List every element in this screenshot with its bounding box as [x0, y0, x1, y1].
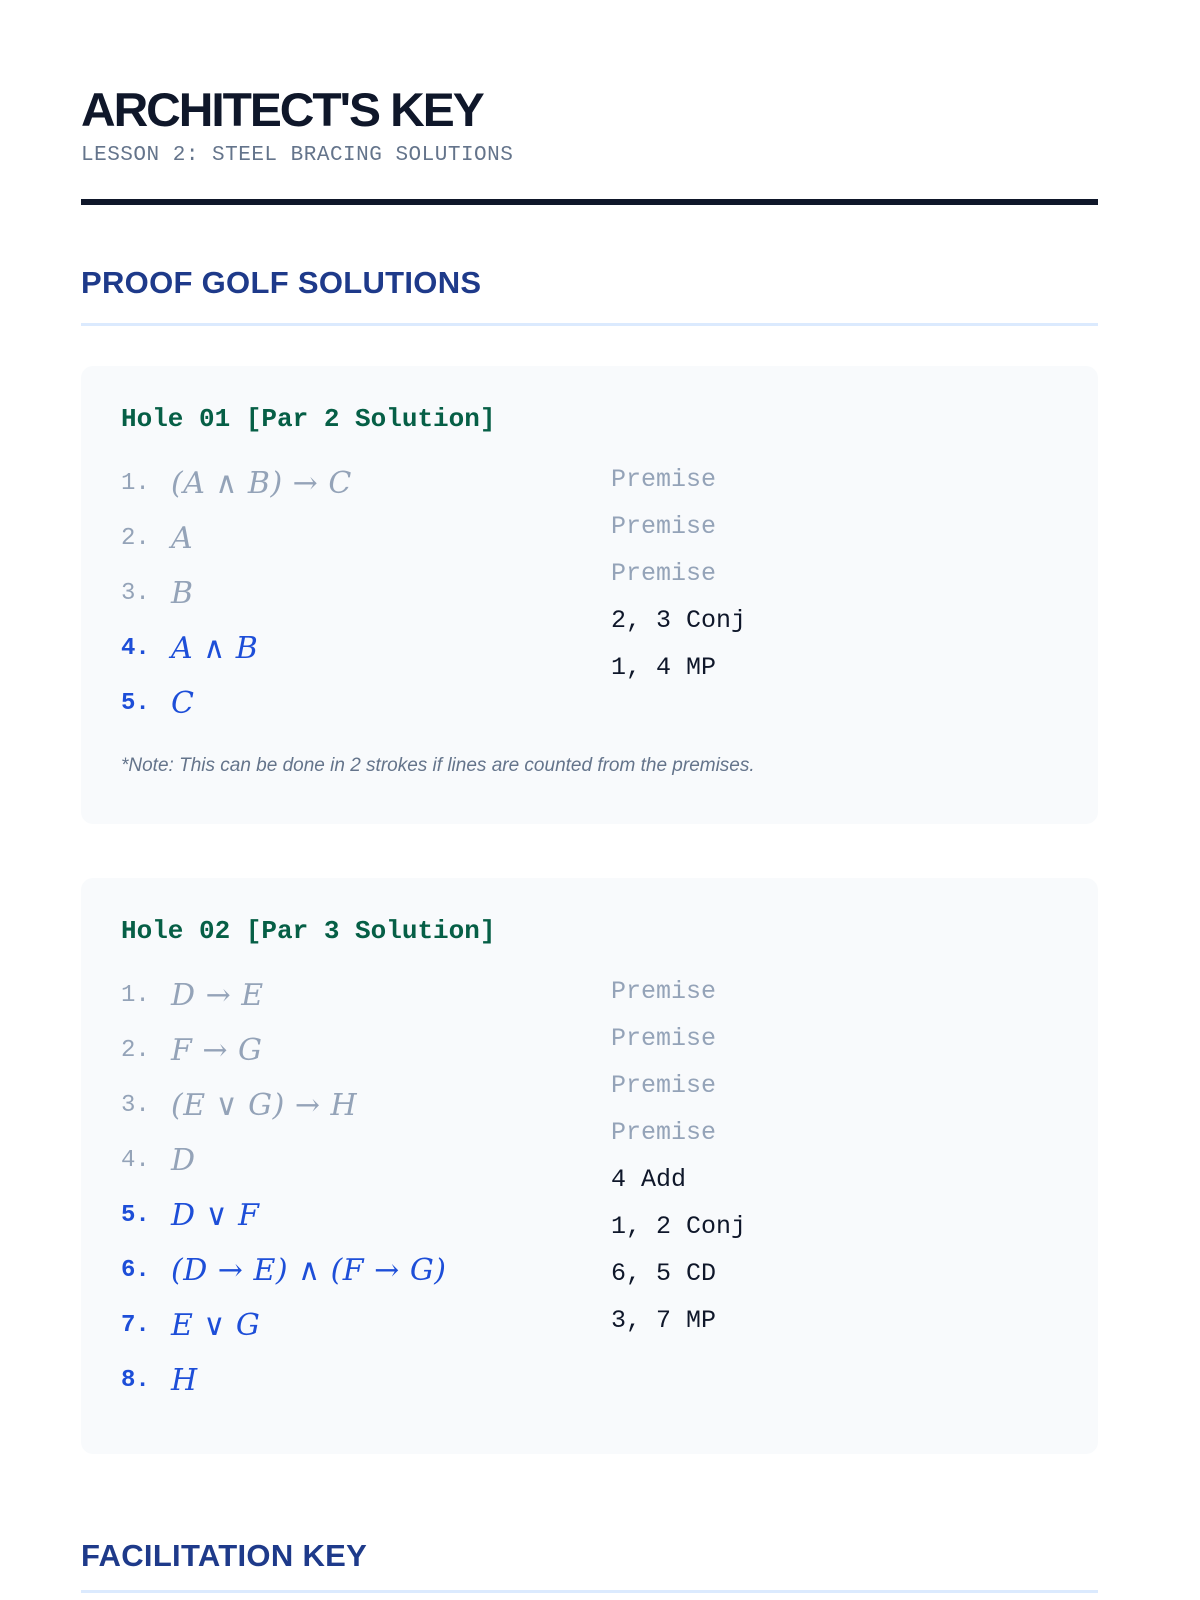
section-title: PROOF GOLF SOLUTIONS [81, 265, 482, 300]
line-number: 1. [121, 470, 150, 497]
justification: 3, 7 MP [611, 1306, 717, 1335]
line-number: 3. [121, 580, 150, 607]
header-divider [81, 199, 1098, 205]
line-number: 6. [121, 1257, 150, 1284]
line-number: 5. [121, 1202, 150, 1229]
line-number: 4. [121, 1147, 150, 1174]
justification: 4 Add [611, 1165, 687, 1194]
proof-line [121, 456, 611, 511]
line-formula: A ∧ B [171, 631, 259, 666]
line-number: 2. [121, 1037, 150, 1064]
line-number: 5. [121, 690, 150, 717]
hole-title: Hole 01 [Par 2 Solution] [121, 404, 496, 434]
line-formula: D → E [171, 978, 264, 1013]
line-formula: E ∨ G [171, 1308, 261, 1343]
proof-lines [121, 968, 611, 1408]
line-formula: B [171, 576, 194, 611]
line-formula: A [171, 521, 194, 556]
proof-line [121, 1023, 611, 1078]
line-number: 4. [121, 635, 150, 662]
line-formula: F → G [171, 1033, 263, 1068]
line-number: 7. [121, 1312, 150, 1339]
proof-line [121, 1298, 611, 1353]
justification-column [611, 456, 746, 691]
justification: 2, 3 Conj [611, 606, 747, 635]
section-proof-golf [81, 265, 1098, 326]
justification: Premise [611, 512, 717, 541]
proof-line [121, 1078, 611, 1133]
document-subtitle: LESSON 2: STEEL BRACING SOLUTIONS [81, 144, 514, 167]
justification: Premise [611, 1024, 717, 1053]
proof-line [121, 1353, 611, 1408]
line-formula: H [171, 1363, 198, 1398]
justification: Premise [611, 1118, 717, 1147]
proof-lines [121, 456, 611, 731]
proof-line [121, 621, 611, 676]
justification-column [611, 968, 746, 1344]
line-number: 3. [121, 1092, 150, 1119]
hole-title: Hole 02 [Par 3 Solution] [121, 916, 496, 946]
hole-card-02 [81, 878, 1098, 1454]
section-facilitation-key [81, 1538, 1098, 1593]
justification: 1, 2 Conj [611, 1212, 747, 1241]
justification: Premise [611, 559, 717, 588]
justification: 6, 5 CD [611, 1259, 717, 1288]
hole-card-01 [81, 366, 1098, 824]
section-divider [81, 323, 1098, 326]
justification: Premise [611, 465, 717, 494]
line-formula: C [171, 686, 195, 721]
section-divider [81, 1590, 1098, 1593]
hole-note: *Note: This can be done in 2 strokes if lines are counted from the premises. [121, 755, 755, 776]
line-formula: (E ∨ G) → H [171, 1088, 358, 1123]
justification: 1, 4 MP [611, 653, 717, 682]
line-formula: (A ∧ B) → C [171, 466, 352, 501]
line-formula: (D → E) ∧ (F → G) [171, 1253, 447, 1288]
proof-line [121, 1133, 611, 1188]
proof-line [121, 1243, 611, 1298]
justification: Premise [611, 1071, 717, 1100]
line-formula: D [171, 1143, 196, 1178]
proof-line [121, 1188, 611, 1243]
section-title: FACILITATION KEY [81, 1538, 368, 1573]
line-number: 1. [121, 982, 150, 1009]
justification: Premise [611, 977, 717, 1006]
document-title: ARCHITECT'S KEY [81, 83, 483, 136]
proof-line [121, 676, 611, 731]
line-number: 2. [121, 525, 150, 552]
proof-block [121, 456, 1058, 731]
line-formula: D ∨ F [171, 1198, 260, 1233]
proof-line [121, 566, 611, 621]
proof-line [121, 511, 611, 566]
document-header [81, 0, 1098, 205]
proof-line [121, 968, 611, 1023]
line-number: 8. [121, 1367, 150, 1394]
proof-block [121, 968, 1058, 1408]
